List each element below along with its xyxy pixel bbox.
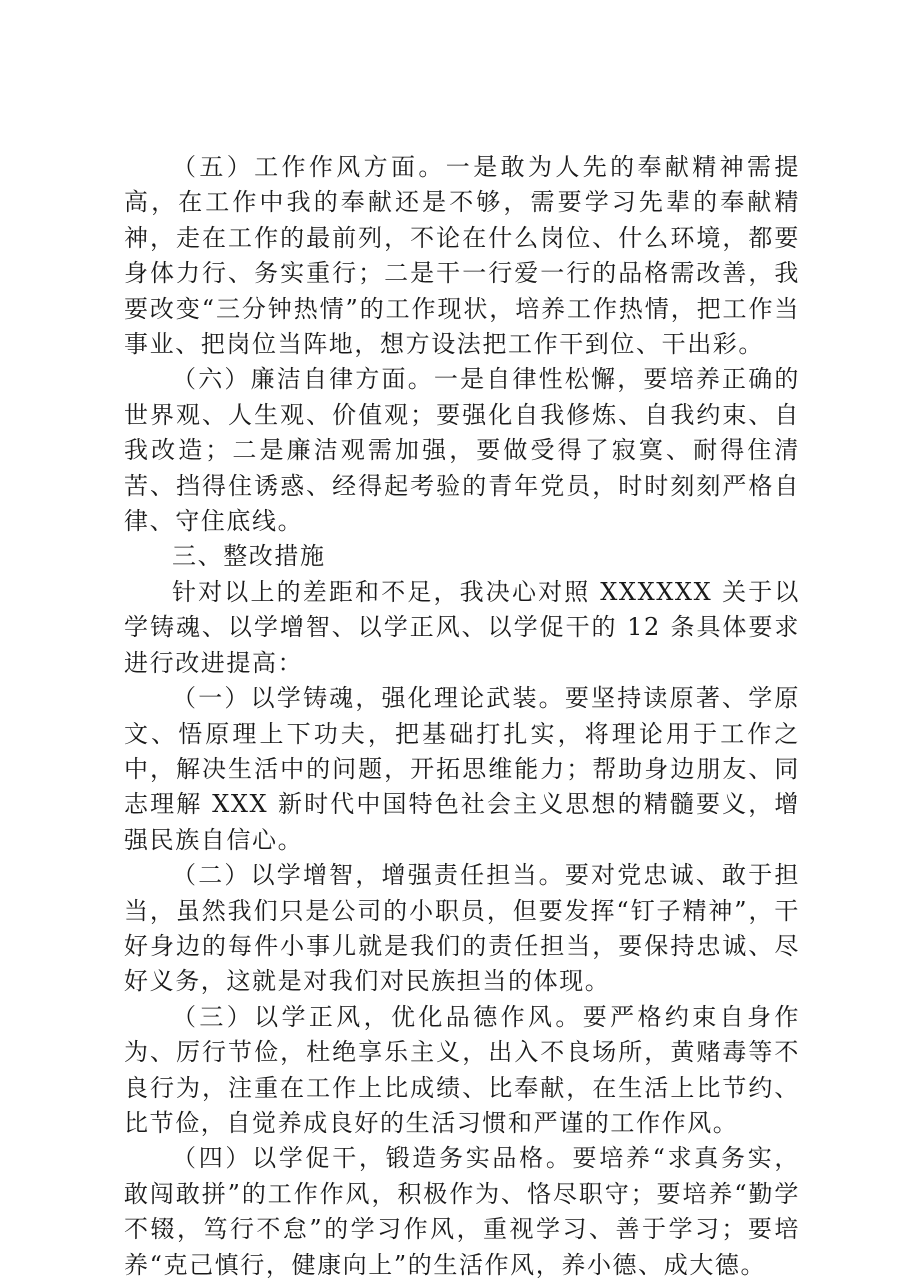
paragraph-integrity: （六）廉洁自律方面。一是自律性松懈，要培养正确的世界观、人生观、价值观；要强化自我修炼、自我约束、自我改造；二是廉洁观需加强，要做受得了寂寞、耐得住清苦、挡得住诱惑、经得起考验的青年党员，时时刻刻严格自律、守住底线。 bbox=[124, 365, 800, 536]
paragraph-measure-3: （三）以学正风，优化品德作风。要严格约束自身作为、厉行节俭，杜绝享乐主义，出入不良场所，黄赌毒等不良行为，注重在工作上比成绩、比奉献，在生活上比节约、比节俭，自觉养成良好的生活习惯和严谨的工作作风。 bbox=[124, 1002, 800, 1137]
paragraph-intro: 针对以上的差距和不足，我决心对照 XXXXXX 关于以学铸魂、以学增智、以学正风、以学促干的 12 条具体要求进行改进提高： bbox=[124, 577, 800, 677]
document-body bbox=[124, 150, 800, 1283]
paragraph-measure-1: （一）以学铸魂，强化理论武装。要坚持读原著、学原文、悟原理上下功夫，把基础打扎实，将理论用于工作之中，解决生活中的问题，开拓思维能力；帮助身边朋友、同志理解 XXX 新时代中国特色社会主义思想的精髓要义，增强民族自信心。 bbox=[124, 684, 800, 854]
paragraph-measure-2: （二）以学增智，增强责任担当。要对党忠诚、敢于担当，虽然我们只是公司的小职员，但要发挥“钉子精神”，干好身边的每件小事儿就是我们的责任担当，要保持忠诚、尽好义务，这就是对我们对民族担当的体现。 bbox=[124, 861, 800, 996]
section-heading-rectification: 三、整改措施 bbox=[172, 542, 326, 571]
paragraph-work-style: （五）工作作风方面。一是敢为人先的奉献精神需提高，在工作中我的奉献还是不够，需要学习先辈的奉献精神，走在工作的最前列，不论在什么岗位、什么环境，都要身体力行、务实重行；二是干一行爱一行的品格需改善，我要改变“三分钟热情”的工作现状，培养工作热情，把工作当事业、把岗位当阵地，想方设法把工作干到位、干出彩。 bbox=[124, 153, 800, 359]
paragraph-measure-4: （四）以学促干，锻造务实品格。要培养“求真务实，敢闯敢拼”的工作作风，积极作为、恪尽职守；要培养“勤学不辍，笃行不怠”的学习作风，重视学习、善于学习；要培养“克己慎行，健康向上”的生活作风，养小德、成大德。 bbox=[124, 1144, 800, 1279]
